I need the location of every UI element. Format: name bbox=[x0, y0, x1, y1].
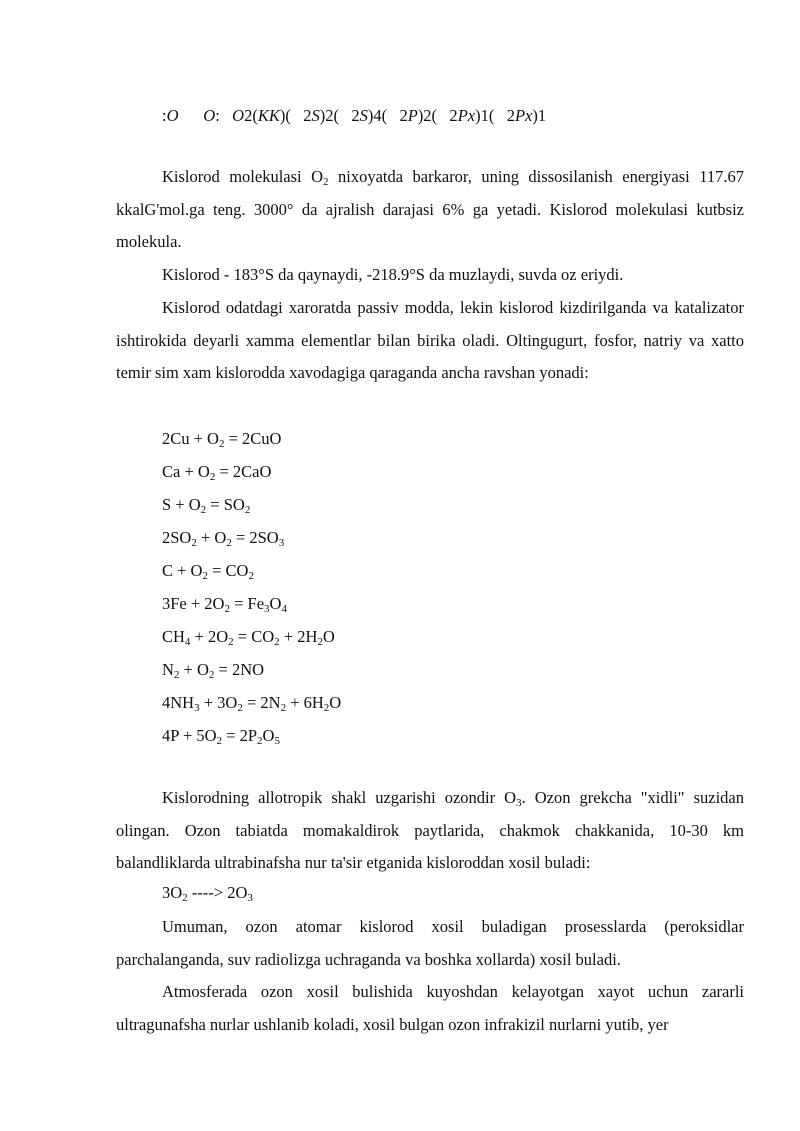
chemical-equation: $2SO_2 + O_2 = 2SO_3$ bbox=[162, 528, 285, 549]
chemical-equation: $2Cu + O_2 = 2CuO$ bbox=[162, 429, 282, 450]
chemical-equation: $N_2 + O_2 = 2NO$ bbox=[162, 660, 265, 681]
chemical-equation: $CH_4 + 2O_2 = CO_2 + 2H_2O$ bbox=[162, 627, 335, 648]
chemical-equation: $C + O_2 = CO_2$ bbox=[162, 561, 254, 582]
paragraph-oxygen-molecule: Kislorod molekulasi $O_2$ nixoyatda barkaror, uning dissosilanish energiyasi 117.67 kkalG'mol.ga teng. 3000° da ajralish darajasi 6% ga yetadi. Kislorod molekulasi kutbsiz molekula. bbox=[116, 167, 744, 251]
paragraph-reactivity: Kislorod odatdagi xaroratda passiv modda, lekin kislorod kizdirilganda va katalizator ishtirokida deyarli xamma elementlar bilan birika oladi. Oltingugurt, fosfor, natriy va xatto temir sim xam kislorodda xavodagiga qaraganda ancha ravshan yonadi: bbox=[116, 298, 744, 382]
chemical-equation: $4NH_3 + 3O_2 = 2N_2 + 6H_2O$ bbox=[162, 693, 342, 714]
paragraph-ozone: Kislorodning allotropik shakl uzgarishi ozondir $O_3$. Ozon grekcha "xidli" suzidan olingan. Ozon tabiatda momakaldirok paytlarida, chakmok chakkanida, 10-30 km balandliklarda ultrabinafsha nur ta'sir etganida kisloroddan xosil buladi: bbox=[116, 788, 744, 872]
chemical-equation: $Ca + O_2 = 2CaO$ bbox=[162, 462, 272, 483]
chemical-equation: $4P + 5O_2 = 2P_2O_5$ bbox=[162, 726, 280, 747]
chemical-equation: $3Fe + 2O_2 = Fe_3O_4$ bbox=[162, 594, 287, 615]
ozone-reaction: $3O_2$ ----> $2O_3$ bbox=[162, 883, 253, 904]
paragraph-boiling-point: Kislorod - 183°S da qaynaydi, -218.9°S da muzlaydi, suvda oz eriydi. bbox=[162, 265, 624, 284]
paragraph-ozone-formation: Umuman, ozon atomar kislorod xosil buladigan prosesslarda (peroksidlar parchalanganda, suv radiolizga uchraganda va boshka xollarda) xosil buladi. bbox=[116, 917, 744, 969]
chemical-equation: $S + O_2 = SO_2$ bbox=[162, 495, 251, 516]
electron-configuration-formula: :O O: O2(KK)( 2S)2( 2S)4( 2P)2( 2Px)1( 2Px)1 bbox=[162, 106, 547, 125]
paragraph-atmosphere: Atmosferada ozon xosil bulishida kuyoshdan kelayotgan xayot uchun zararli ultragunafsha nurlar ushlanib koladi, xosil bulgan ozon infrakizil nurlarni yutib, yer bbox=[116, 982, 744, 1034]
